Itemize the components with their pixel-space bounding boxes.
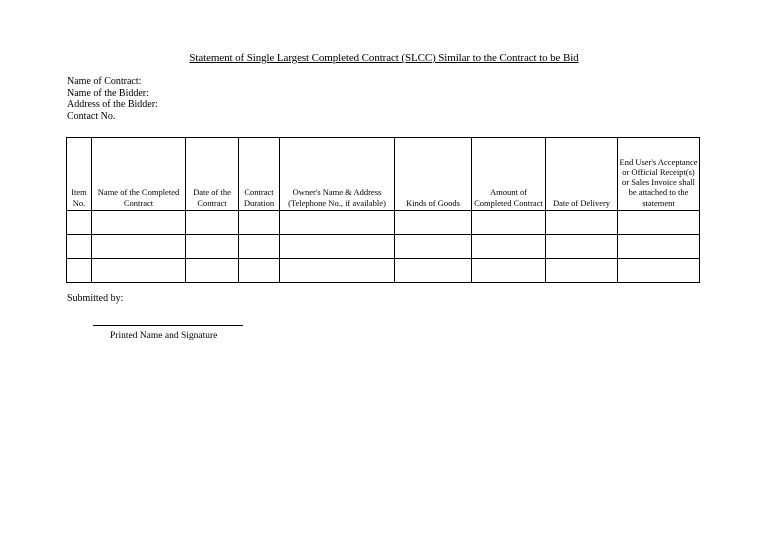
field-address-of-bidder: Address of the Bidder: — [67, 99, 158, 110]
contract-info-fields — [67, 76, 158, 122]
table-cell[interactable] — [186, 259, 239, 283]
table-cell[interactable] — [546, 235, 618, 259]
table-cell[interactable] — [546, 259, 618, 283]
header-item-no: Item No. — [67, 138, 92, 211]
table-cell[interactable] — [92, 211, 186, 235]
table-cell[interactable] — [546, 211, 618, 235]
table-row — [67, 211, 700, 235]
header-contract-duration: Contract Duration — [239, 138, 280, 211]
field-name-of-contract: Name of Contract: — [67, 76, 142, 87]
field-contact-no: Contact No. — [67, 110, 116, 122]
table-header-row — [67, 138, 700, 211]
header-name-of-contract: Name of the Completed Contract — [92, 138, 186, 211]
table-cell[interactable] — [618, 211, 700, 235]
header-date-of-contract: Date of the Contract — [186, 138, 239, 211]
table-cell[interactable] — [239, 235, 280, 259]
table-cell[interactable] — [92, 235, 186, 259]
table-row — [67, 235, 700, 259]
field-name-of-bidder: Name of the Bidder: — [67, 87, 149, 99]
table-cell[interactable] — [472, 259, 546, 283]
header-owner-name-address: Owner's Name & Address (Telephone No., if available) — [280, 138, 395, 211]
table-cell[interactable] — [67, 235, 92, 259]
header-amount-completed: Amount of Completed Contract — [472, 138, 546, 211]
table-cell[interactable] — [280, 211, 395, 235]
table-cell[interactable] — [280, 259, 395, 283]
table-cell[interactable] — [618, 259, 700, 283]
signature-label: Printed Name and Signature — [110, 331, 218, 341]
table-cell[interactable] — [472, 211, 546, 235]
slcc-table — [66, 137, 700, 283]
submitted-by-label: Submitted by: — [67, 293, 124, 304]
header-kinds-of-goods: Kinds of Goods — [395, 138, 472, 211]
table-cell[interactable] — [239, 211, 280, 235]
header-date-of-delivery: Date of Delivery — [546, 138, 618, 211]
table-cell[interactable] — [395, 235, 472, 259]
signature-line — [93, 325, 243, 326]
table-cell[interactable] — [186, 235, 239, 259]
table-cell[interactable] — [239, 259, 280, 283]
table-cell[interactable] — [472, 235, 546, 259]
table-cell[interactable] — [280, 235, 395, 259]
header-end-user-acceptance: End User's Acceptance or Official Receipt(s) or Sales Invoice shall be attached to the statement — [618, 138, 700, 211]
table-cell[interactable] — [92, 259, 186, 283]
table-row — [67, 259, 700, 283]
table-cell[interactable] — [186, 211, 239, 235]
table-cell[interactable] — [395, 211, 472, 235]
table-cell[interactable] — [395, 259, 472, 283]
table-cell[interactable] — [67, 259, 92, 283]
document-title: Statement of Single Largest Completed Contract (SLCC) Similar to the Contract to be Bid — [189, 52, 579, 64]
table-cell[interactable] — [67, 211, 92, 235]
table-cell[interactable] — [618, 235, 700, 259]
